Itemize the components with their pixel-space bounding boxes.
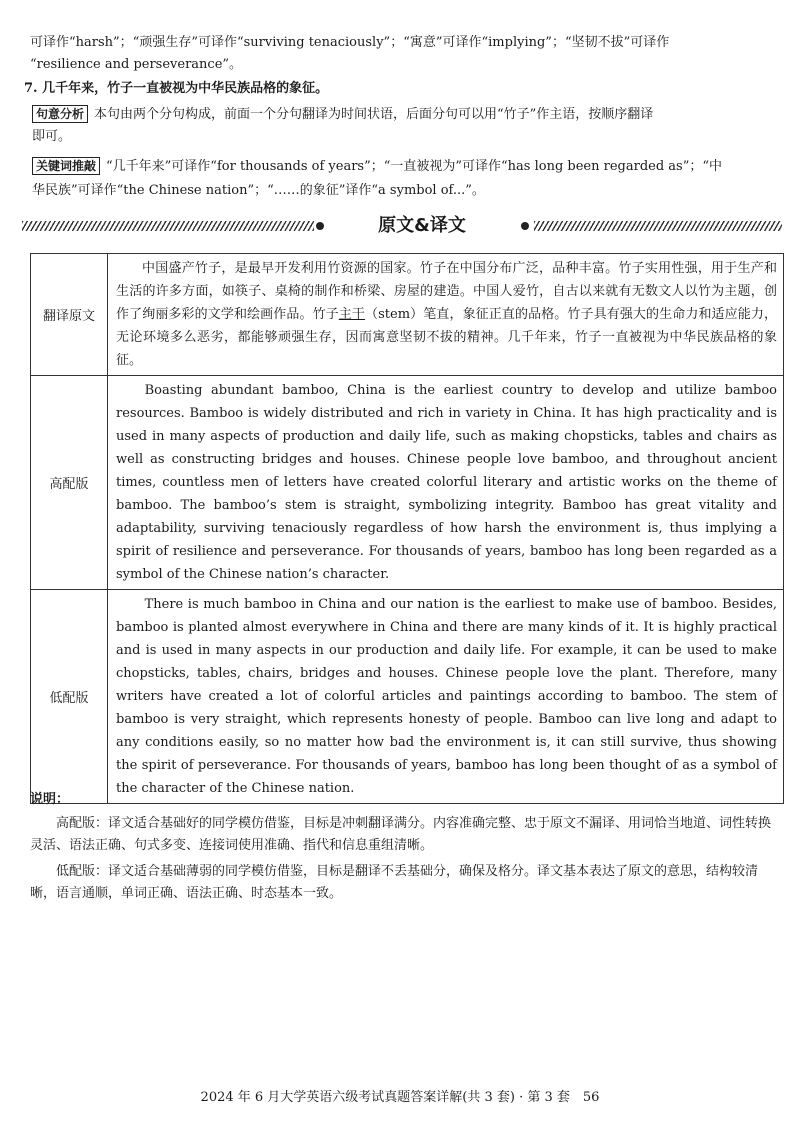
analysis-line-2: 即可。 (32, 129, 72, 144)
keyword-tag: 关键词推敲 (32, 157, 100, 175)
table-row (31, 590, 784, 804)
section-banner (22, 213, 782, 239)
original-text-underlined: 主干 (338, 307, 366, 322)
keyword-line-1 (32, 156, 780, 178)
notes-high: 高配版：译文适合基础好的同学模仿借鉴，目标是冲刺翻译满分。内容准确完整、忠于原文不漏译、用词恰当地道、词性转换灵活、语法正确、句式多变、连接词使用准确、指代和信息重组清晰。 (30, 816, 772, 853)
keyword-text: “几千年来”可译作“for thousands of years”；“一直被视为”可译作“has long been regarded as”；“中 (106, 159, 723, 174)
original-text-after: （stem）笔直，象征正直的品格。竹子具有强大的生命力和适应能力，无论环境多么恶劣，都能够顽强生存，因而寓意坚韧不拔的精神。几千年来，竹子一直被视为中华民族品格的象征。 (116, 307, 777, 368)
top-line-1: 可译作“harsh”；“顽强生存”可译作“surviving tenaciously”；“寓意”可译作“implying”；“坚韧不拔”可译作 (30, 35, 670, 50)
banner-title: 原文&译文 (378, 215, 466, 236)
row-text-low: There is much bamboo in China and our nation is the earliest to make use of bamboo. Besides, bamboo is planted almost everywhere in China and there are many kinds of it. It is highly practical and is used in many aspects in our production and daily life. For example, it can be used to make chopsticks, tables, chairs, bridges and houses. Chinese people love the plant. Therefore, many writers have created a lot of colorful articles and paintings according to bamboo. The stem of bamboo is very straight, which represents honesty of people. Bamboo can live long and adapt to any conditions easily, so no matter how bad the environment is, it can still survive, thus showing the spirit of perseverance. For thousands of years, bamboo has long been thought of as a symbol of the character of the Chinese nation. (108, 590, 784, 804)
row-text-original (108, 254, 784, 376)
banner-hatch-left (22, 221, 314, 231)
row-label-original: 翻译原文 (31, 254, 108, 376)
table-row (31, 254, 784, 376)
table-row (31, 376, 784, 590)
original-text-before: 中国盛产竹子，是最早开发利用竹资源的国家。竹子在中国分布广泛，品种丰富。竹子实用性强，用于生产和生活的许多方面，如筷子、桌椅的制作和桥梁、房屋的建造。中国人爱竹，自古以来就有无数文人以竹为主题，创作了绚丽多彩的文学和绘画作品。竹子 (116, 261, 777, 322)
translation-table (30, 253, 784, 804)
top-line-2: “resilience and perseverance”。 (30, 57, 243, 72)
notes-section (30, 789, 780, 905)
row-label-high: 高配版 (31, 376, 108, 590)
page-footer: 2024 年 6 月大学英语六级考试真题答案详解(共 3 套) · 第 3 套 56 (200, 1090, 600, 1105)
notes-heading: 说明： (30, 792, 70, 807)
analysis-tag: 句意分析 (32, 105, 88, 123)
row-text-high: Boasting abundant bamboo, China is the earliest country to develop and utilize bamboo resources. Bamboo is widely distributed and rich in variety in China. It has high practicality and is used in many aspects of production and daily life, such as making chopsticks, tables and chairs as well as constructing bridges and houses. Chinese people love bamboo, and throughout ancient times, countless men of letters have created colorful literary and artistic works on the theme of bamboo. The bamboo’s stem is straight, symbolizing integrity. Bamboo has great vitality and adaptability, surviving tenaciously regardless of how harsh the environment is, thus implying a spirit of resilience and perseverance. For thousands of years, bamboo has long been regarded as a symbol of the Chinese nation’s character. (108, 376, 784, 590)
analysis-line-1 (32, 104, 780, 126)
banner-hatch-right (534, 221, 782, 231)
row-label-low: 低配版 (31, 590, 108, 804)
notes-low: 低配版：译文适合基础薄弱的同学模仿借鉴，目标是翻译不丢基础分，确保及格分。译文基本表达了原文的意思，结构较清晰，语言通顺，单词正确、语法正确、时态基本一致。 (30, 864, 759, 901)
keyword-line-2: 华民族”可译作“the Chinese nation”；“……的象征”译作“a symbol of...”。 (32, 183, 485, 198)
banner-dot-left (316, 222, 324, 230)
analysis-text: 本句由两个分句构成，前面一个分句翻译为时间状语，后面分句可以用“竹子”作主语，按顺序翻译 (94, 107, 654, 122)
item7-heading: 7. 几千年来，竹子一直被视为中华民族品格的象征。 (24, 81, 329, 96)
banner-dot-right (521, 222, 529, 230)
